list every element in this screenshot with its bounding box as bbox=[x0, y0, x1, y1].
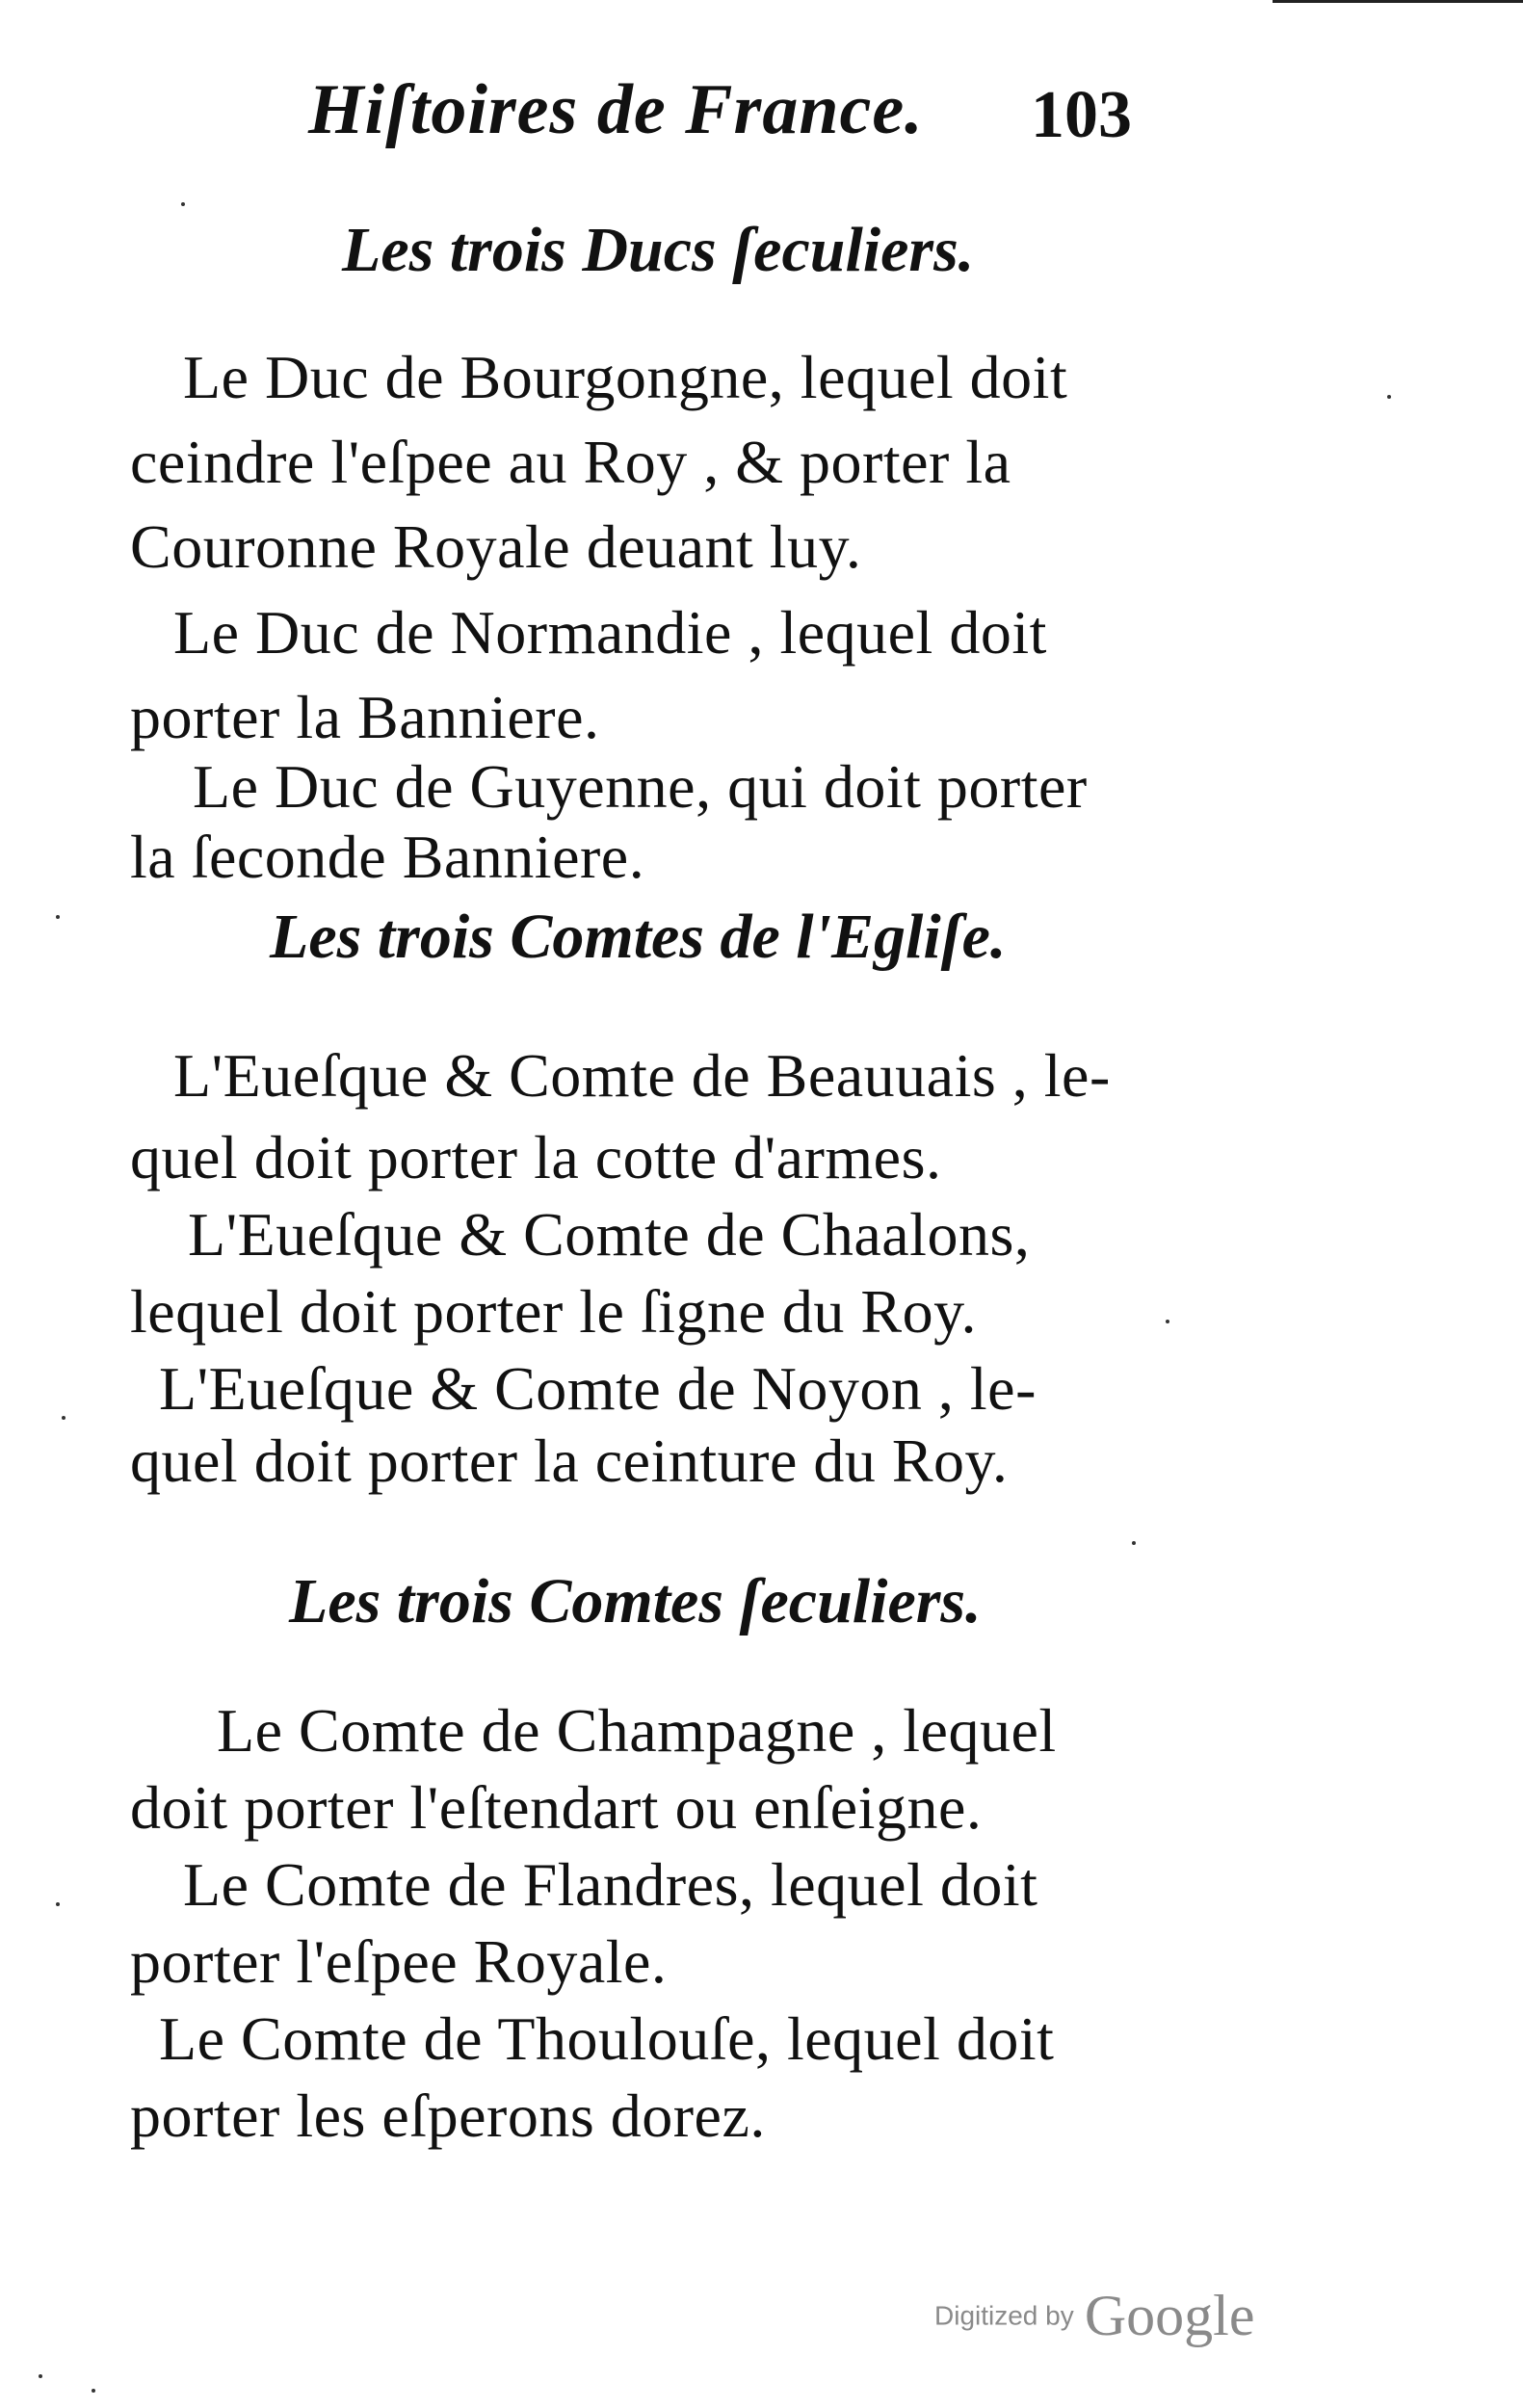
text-line: Le Comte de Thoulouſe, lequel doit bbox=[159, 2004, 1055, 2073]
text-line: L'Eueſque & Comte de Noyon , le- bbox=[159, 1354, 1037, 1423]
section-heading-comtes-seculiers: Les trois Comtes ſeculiers. bbox=[289, 1566, 982, 1636]
scan-speck bbox=[1132, 1541, 1136, 1545]
text-line: Le Duc de Normandie , lequel doit bbox=[173, 598, 1047, 667]
text-line: Le Comte de Champagne , lequel bbox=[217, 1696, 1057, 1765]
running-head: Hiſtoires de France. bbox=[308, 70, 924, 149]
digitization-stamp bbox=[934, 2283, 1254, 2349]
text-line: L'Eueſque & Comte de Chaalons, bbox=[188, 1200, 1031, 1269]
text-line: Couronne Royale deuant luy. bbox=[130, 512, 862, 581]
section-heading-ducs-seculiers: Les trois Ducs ſeculiers. bbox=[342, 215, 975, 285]
text-line: doit porter l'eſtendart ou enſeigne. bbox=[130, 1773, 983, 1842]
text-line: porter la Banniere. bbox=[130, 683, 600, 751]
text-line: lequel doit porter le ſigne du Roy. bbox=[130, 1277, 977, 1346]
scan-speck bbox=[1387, 395, 1391, 399]
scan-speck bbox=[39, 2374, 42, 2378]
text-line: Le Duc de Guyenne, qui doit porter bbox=[193, 752, 1088, 821]
text-line: Le Duc de Bourgongne, lequel doit bbox=[183, 343, 1068, 411]
text-line: ceindre l'eſpee au Roy , & porter la bbox=[130, 428, 1011, 496]
scan-speck bbox=[56, 1902, 60, 1906]
text-line: la ſeconde Banniere. bbox=[130, 823, 645, 891]
digitized-by-label: Digitized by bbox=[934, 2300, 1074, 2331]
google-logo: Google bbox=[1084, 2284, 1255, 2347]
text-line: quel doit porter la cotte d'armes. bbox=[130, 1123, 942, 1191]
text-line: porter l'eſpee Royale. bbox=[130, 1927, 668, 1996]
scan-speck bbox=[1166, 1320, 1169, 1323]
text-line: quel doit porter la ceinture du Roy. bbox=[130, 1426, 1009, 1495]
scan-speck bbox=[92, 2389, 95, 2393]
scan-speck bbox=[62, 1416, 66, 1420]
top-edge-rule bbox=[1273, 0, 1523, 3]
page-number: 103 bbox=[1031, 78, 1132, 152]
scan-speck bbox=[56, 915, 60, 919]
text-line: Le Comte de Flandres, lequel doit bbox=[183, 1850, 1038, 1919]
text-line: L'Eueſque & Comte de Beauuais , le- bbox=[173, 1041, 1111, 1110]
section-heading-comtes-eglise: Les trois Comtes de l'Egliſe. bbox=[270, 902, 1007, 972]
scan-speck bbox=[181, 202, 185, 206]
text-line: porter les eſperons dorez. bbox=[130, 2081, 766, 2150]
